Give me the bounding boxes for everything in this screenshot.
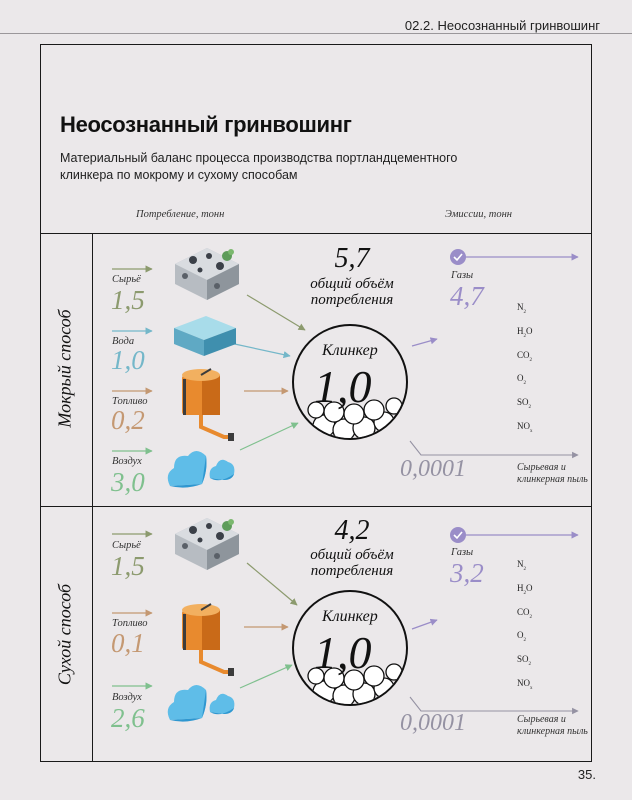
wet-dust-value: 0,0001	[400, 456, 466, 482]
cloud-icon	[162, 678, 242, 728]
gas-item: $H_2O$	[517, 582, 533, 596]
dry-gas-value: 3,2	[450, 558, 484, 588]
dry-input-fuel-value: 0,1	[111, 628, 145, 658]
page-number: 35.	[577, 767, 596, 782]
gas-item: $SO_2$	[517, 654, 532, 667]
gas-item: $CO_2$	[517, 349, 533, 363]
page-subtitle: Материальный баланс процесса производства портландцементного клинкера по мокрому и сухому способам	[60, 151, 458, 182]
dry-clinker-label: Клинкер	[322, 608, 378, 625]
wet-input-raw-label: Сырьё	[112, 274, 141, 285]
dry-input-air-label: Воздух	[112, 692, 142, 703]
dry-dust-value: 0,0001	[400, 710, 466, 736]
dry-gas-label: Газы	[451, 547, 474, 558]
dry-input-raw-value: 1,5	[111, 551, 145, 581]
wet-total-text: общий объём потребления	[310, 276, 394, 308]
wet-total-value: 5,7	[334, 243, 370, 274]
dry-dust-label: Сырьевая и клинкерная пыль	[517, 714, 588, 737]
wet-input-air-value: 3,0	[111, 467, 145, 497]
wet-clinker-value: 1,0	[314, 361, 372, 412]
gas-item: $NO_x$	[517, 677, 533, 691]
gas-item: $H_2O$	[517, 325, 533, 339]
gas-item: $O_2$	[517, 373, 526, 387]
wet-input-air-label: Воздух	[112, 456, 142, 467]
wet-clinker-label: Клинкер	[322, 342, 378, 359]
dry-total-text: общий объём потребления	[310, 547, 394, 579]
dry-input-fuel-label: Топливо	[112, 618, 148, 629]
gas-item: $O_2$	[517, 630, 526, 644]
dry-total-value: 4,2	[334, 515, 370, 546]
emissions-header: Эмиссии, тонн	[445, 209, 512, 220]
gas-item: $N_2$	[517, 559, 526, 572]
wet-input-raw-value: 1,5	[111, 285, 145, 315]
wet-gas-value: 4,7	[450, 281, 484, 311]
page-title: Неосознанный гринвошинг	[60, 112, 352, 137]
gas-item: $CO_2$	[517, 606, 533, 620]
wet-gas-label: Газы	[451, 270, 474, 281]
fuel-tank-icon	[176, 600, 240, 680]
wet-method-label: Мокрый способ	[54, 309, 75, 428]
rock-icon	[165, 512, 245, 574]
dry-gas-list	[517, 555, 533, 698]
dry-input-raw-label: Сырьё	[112, 540, 141, 551]
dry-clinker-value: 1,0	[314, 627, 372, 678]
consumption-header: Потребление, тонн	[136, 209, 225, 220]
wet-input-fuel-label: Топливо	[112, 396, 148, 407]
wet-input-water-value: 1,0	[111, 345, 145, 375]
cloud-icon	[162, 444, 242, 494]
wet-input-fuel-value: 0,2	[111, 405, 145, 435]
wet-clinker-circle	[292, 324, 408, 440]
gas-item: $SO_2$	[517, 397, 532, 410]
water-icon	[170, 312, 240, 360]
wet-input-water-label: Вода	[112, 336, 135, 347]
dry-clinker-circle	[292, 590, 408, 706]
rock-icon	[165, 242, 245, 304]
gas-item: $N_2$	[517, 302, 526, 315]
gas-item: $NO_x$	[517, 420, 533, 434]
dry-method-label: Сухой способ	[54, 583, 75, 686]
section-header: 02.2. Неосознанный гринвошинг	[404, 18, 600, 33]
dry-input-air-value: 2,6	[111, 703, 145, 733]
wet-gas-list	[517, 298, 533, 441]
fuel-tank-icon	[176, 365, 240, 445]
wet-dust-label: Сырьевая и клинкерная пыль	[517, 462, 588, 485]
